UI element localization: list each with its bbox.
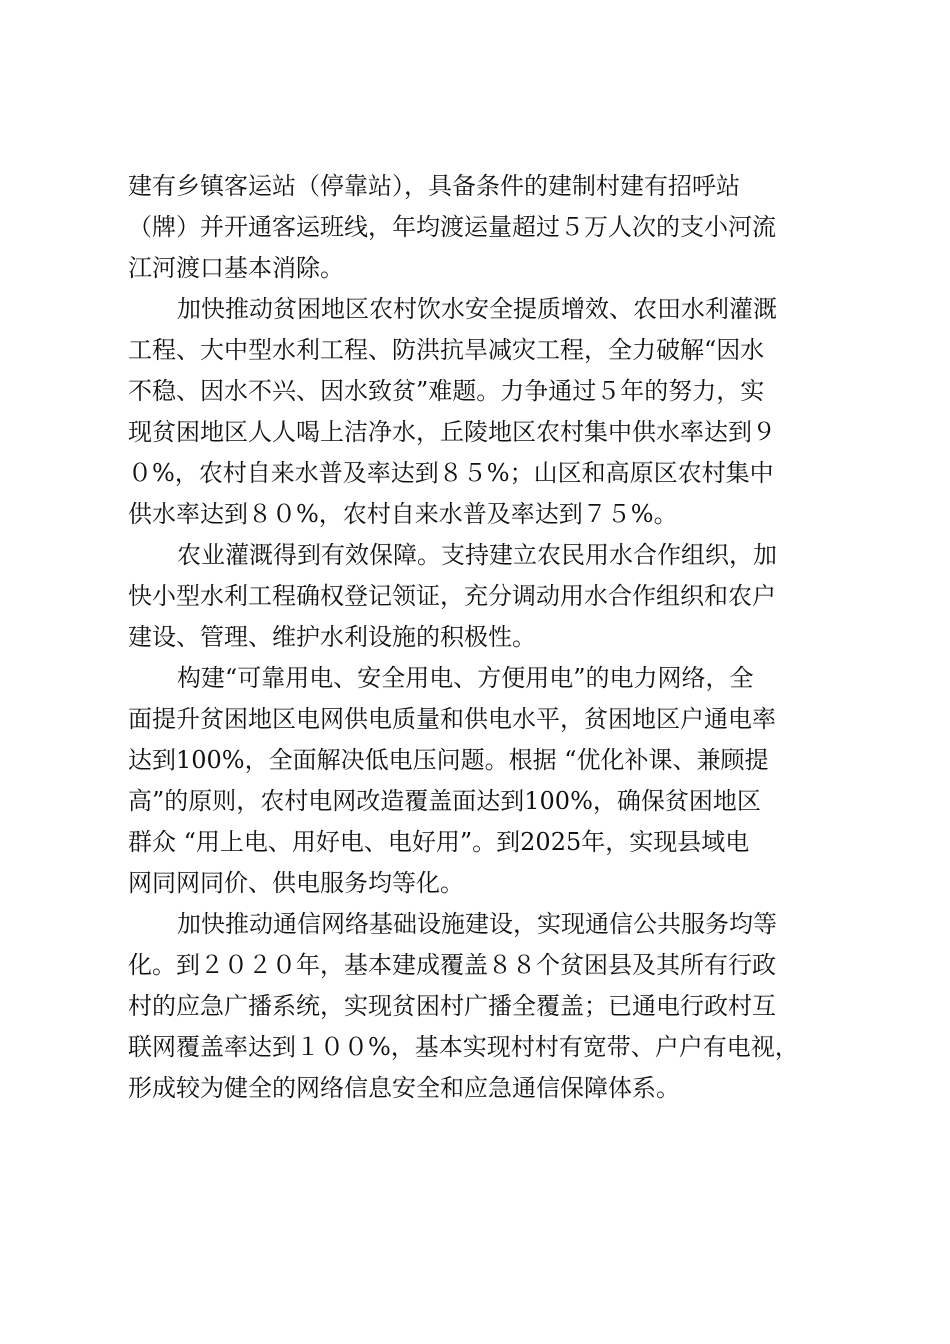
- text-line: 村的应急广播系统，实现贫困村广播全覆盖；已通电行政村互: [128, 992, 776, 1020]
- text-line: 达到100%，全面解决低电压问题。根据 “优化补课、兼顾提: [128, 746, 769, 774]
- text-line: 化。到２０２０年，基本建成覆盖８８个贫困县及其所有行政: [128, 951, 776, 979]
- document-body: [128, 166, 828, 1109]
- text-line: 农业灌溉得到有效保障。支持建立农民用水合作组织，加: [177, 541, 777, 569]
- text-line: 加快推动贫困地区农村饮水安全提质增效、农田水利灌溉: [177, 295, 777, 323]
- text-line: （牌）并开通客运班线，年均渡运量超过５万人次的支小河流: [128, 213, 776, 241]
- paragraph-3: [128, 535, 828, 658]
- text-line: 快小型水利工程确权登记领证，充分调动用水合作组织和农户: [128, 582, 776, 610]
- text-line: 群众 “用上电、用好电、电好用”。到2025年，实现县域电: [128, 828, 750, 856]
- paragraph-4: [128, 658, 828, 904]
- text-line: ０%，农村自来水普及率达到８５%；山区和高原区农村集中: [128, 459, 774, 487]
- text-line: 供水率达到８０%，农村自来水普及率达到７５%。: [128, 500, 678, 528]
- text-line: 联网覆盖率达到１００%，基本实现村村有宽带、户户有电视，: [128, 1033, 799, 1061]
- text-line: 江河渡口基本消除。: [128, 254, 344, 282]
- text-line: 建有乡镇客运站（停靠站），具备条件的建制村建有招呼站: [128, 172, 740, 200]
- text-line: 高”的原则，农村电网改造覆盖面达到100%，确保贫困地区: [128, 787, 761, 815]
- text-line: 构建“可靠用电、安全用电、方便用电”的电力网络，全: [177, 664, 754, 692]
- text-line: 网同网同价、供电服务均等化。: [128, 869, 464, 897]
- text-line: 建设、管理、维护水利设施的积极性。: [128, 623, 536, 651]
- text-line: 面提升贫困地区电网供电质量和供电水平，贫困地区户通电率: [128, 705, 776, 733]
- paragraph-2: [128, 289, 828, 535]
- text-line: 工程、大中型水利工程、防洪抗旱减灾工程，全力破解“因水: [128, 336, 765, 364]
- text-line: 形成较为健全的网络信息安全和应急通信保障体系。: [128, 1074, 680, 1102]
- text-line: 加快推动通信网络基础设施建设，实现通信公共服务均等: [177, 910, 777, 938]
- paragraph-1: [128, 166, 828, 289]
- text-line: 现贫困地区人人喝上洁净水，丘陵地区农村集中供水率达到９: [128, 418, 776, 446]
- text-line: 不稳、因水不兴、因水致贫”难题。力争通过５年的努力，实: [128, 377, 765, 405]
- paragraph-5: [128, 904, 828, 1109]
